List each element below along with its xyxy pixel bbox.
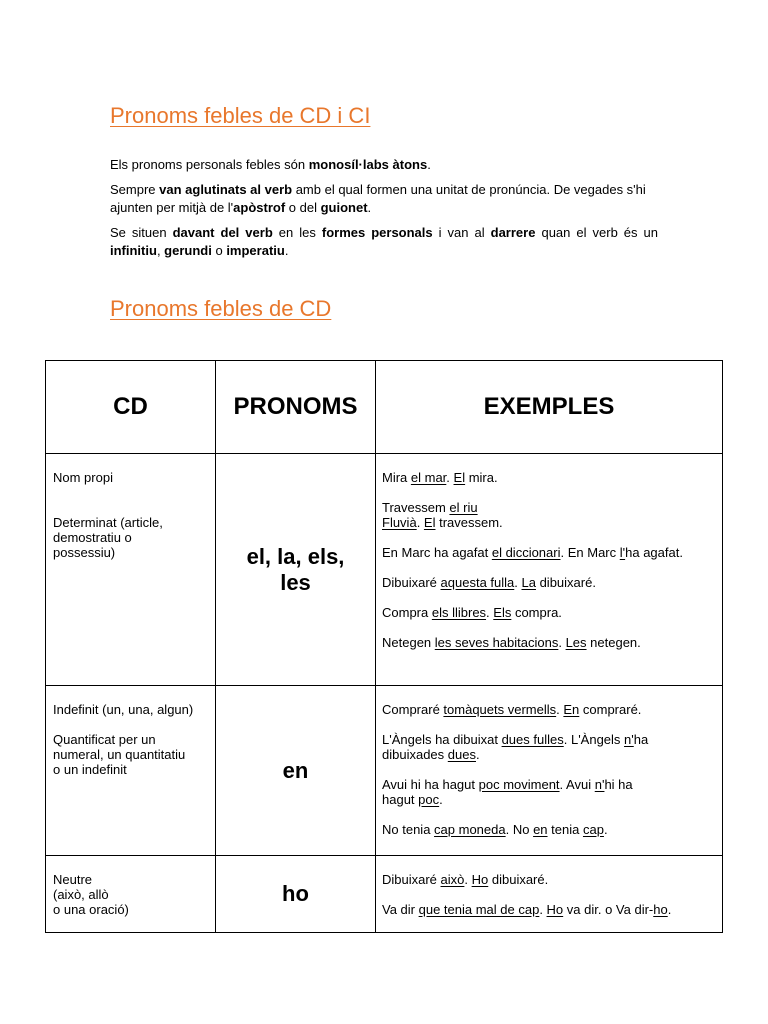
underlined-text: poc [418, 792, 440, 807]
category-text: Quantificat per un [53, 732, 156, 747]
bold-text: infinitiu [110, 243, 157, 258]
underlined-text: Els [493, 605, 512, 620]
example-sentence: Avui hi ha hagut poc moviment. Avui n'hi ha hagut poc. [382, 777, 633, 807]
pronoun-cell [216, 686, 376, 856]
category-text: Neutre [53, 872, 93, 887]
underlined-text: el riu [449, 500, 478, 515]
bold-text: guionet [320, 200, 368, 215]
bold-text: formes personals [321, 225, 433, 240]
example-sentence: En Marc ha agafat el diccionari. En Marc l'ha agafat. [382, 545, 683, 560]
underlined-text: Les [565, 635, 587, 650]
underlined-text: La [521, 575, 536, 590]
underlined-text: dues fulles [501, 732, 564, 747]
underlined-text: en [533, 822, 548, 837]
spacer [53, 485, 207, 500]
intro-paragraph: Sempre van aglutinats al verb amb el qual formen una unitat de pronúncia. De vegades s'hi ajunten per mitjà de l'apòstrof o del guionet. [110, 182, 646, 215]
category-text: possessiu) [53, 545, 116, 560]
example-sentence: No tenia cap moneda. No en tenia cap. [382, 822, 608, 837]
example-sentence: Dibuixaré això. Ho dibuixaré. [382, 872, 549, 887]
example-sentence: Compraré tomàquets vermells. En compraré. [382, 702, 642, 717]
category-text: o una oració) [53, 902, 129, 917]
category-text: numeral, un quantitatiu [53, 747, 186, 762]
underlined-text: les seves habitacions [434, 635, 559, 650]
category-text: Indefinit (un, una, algun) [53, 702, 194, 717]
spacer [53, 717, 207, 732]
bold-text: van aglutinats al verb [159, 182, 293, 197]
category-text: Determinat (article, [53, 515, 163, 530]
underlined-text: Ho [546, 902, 564, 917]
underlined-text: El [453, 470, 466, 485]
table-row [46, 856, 723, 933]
table-header-row [46, 361, 723, 454]
underlined-text: aquesta fulla [440, 575, 515, 590]
underlined-text: Ho [471, 872, 489, 887]
examples-cell [376, 686, 723, 856]
table-row [46, 686, 723, 856]
header-cd: CD [46, 361, 216, 454]
examples-cell [376, 856, 723, 933]
underlined-text: cap [582, 822, 604, 837]
sub-heading: Pronoms febles de CD [110, 296, 332, 321]
bold-text: darrere [490, 225, 536, 240]
main-heading: Pronoms febles de CD i CI [110, 103, 371, 128]
pronoun-text: ho [282, 881, 309, 906]
intro-paragraph: Se situen davant del verb en les formes personals i van al darrere quan el verb és un infinitiu, gerundi o imperatiu. [110, 225, 658, 258]
example-sentence: Netegen les seves habitacions. Les netegen. [382, 635, 641, 650]
bold-text: imperatiu [226, 243, 285, 258]
intro-paragraph: Els pronoms personals febles són monosíl·labs àtons. [110, 157, 431, 172]
category-cell [46, 686, 216, 856]
header-pronoms: PRONOMS [216, 361, 376, 454]
cd-pronoun-table [45, 360, 723, 933]
underlined-text: l' [619, 545, 626, 560]
underlined-text: els llibres [431, 605, 487, 620]
category-text: Nom propi [53, 470, 113, 485]
underlined-text: Fluvià [382, 515, 417, 530]
pronoun-text: el, la, els, [246, 543, 345, 569]
example-sentence: Mira el mar. El mira. [382, 470, 498, 485]
underlined-text: n' [624, 732, 634, 747]
underlined-text: això [440, 872, 465, 887]
bold-text: gerundi [164, 243, 212, 258]
bold-text: davant del verb [172, 225, 273, 240]
example-sentence: L'Àngels ha dibuixat dues fulles. L'Àngels n'ha dibuixades dues. [382, 732, 649, 762]
pronoun-text: en [282, 757, 309, 783]
underlined-text: poc moviment [478, 777, 560, 792]
underlined-text: ho [653, 902, 668, 917]
underlined-text: n' [594, 777, 605, 792]
underlined-text: tomàquets vermells [443, 702, 557, 717]
pronoun-text: les [280, 569, 311, 595]
table-row [46, 454, 723, 686]
spacer [53, 500, 207, 515]
header-exemples: EXEMPLES [376, 361, 723, 454]
category-text: (això, allò [53, 887, 109, 902]
category-text: o un indefinit [53, 762, 127, 777]
example-sentence: Dibuixaré aquesta fulla. La dibuixaré. [382, 575, 596, 590]
example-sentence: Va dir que tenia mal de cap. Ho va dir. o Va dir-ho. [382, 902, 672, 917]
examples-cell [376, 454, 723, 686]
underlined-text: dues [447, 747, 476, 762]
example-sentence: Travessem el riu Fluvià. El travessem. [382, 500, 503, 530]
underlined-text: el mar [410, 470, 447, 485]
underlined-text: El [423, 515, 436, 530]
bold-text: monosíl·labs àtons [308, 157, 428, 172]
category-text: demostratiu o [53, 530, 132, 545]
intro-text [110, 156, 658, 267]
bold-text: apòstrof [233, 200, 286, 215]
underlined-text: que tenia mal de cap [418, 902, 540, 917]
underlined-text: En [563, 702, 580, 717]
pronoun-cell [216, 856, 376, 933]
example-sentence: Compra els llibres. Els compra. [382, 605, 562, 620]
category-cell [46, 454, 216, 686]
underlined-text: cap moneda [434, 822, 506, 837]
category-cell [46, 856, 216, 933]
underlined-text: el diccionari [491, 545, 561, 560]
pronoun-cell [216, 454, 376, 686]
